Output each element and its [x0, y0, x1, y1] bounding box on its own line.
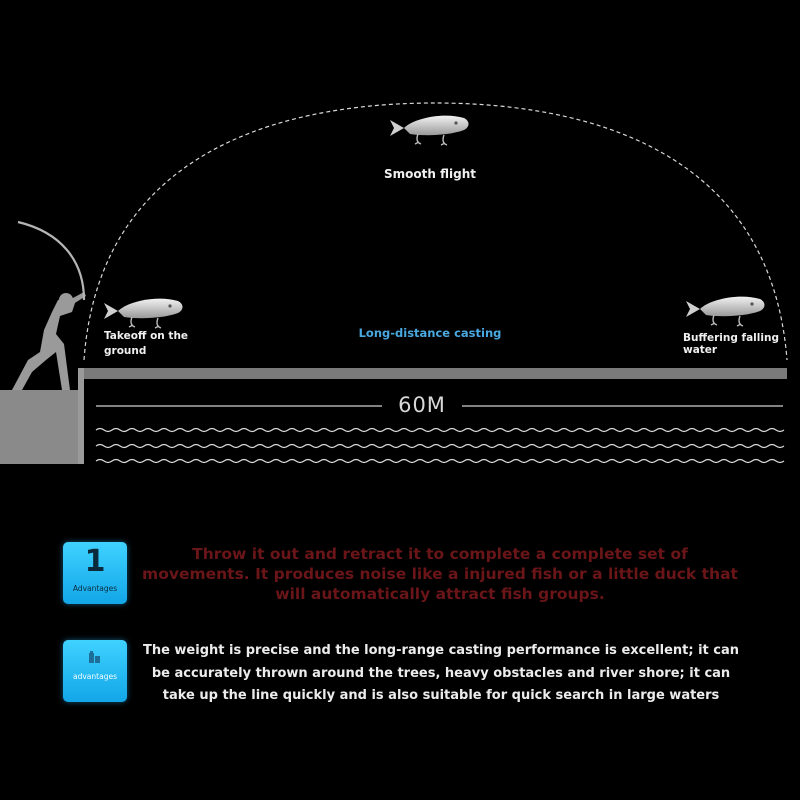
label-takeoff: Takeoff on the ground	[104, 330, 189, 357]
water-surface-bar	[84, 368, 787, 379]
badge-mark-icon	[87, 651, 103, 665]
water-waves	[96, 429, 784, 463]
label-smooth-flight: Smooth flight	[384, 167, 476, 181]
lure-icon	[686, 297, 765, 326]
fisherman-silhouette	[12, 292, 86, 390]
badge-word: advantages	[73, 672, 117, 681]
advantage-text-2: The weight is precise and the long-range casting performance is excellent; it can be accurately thrown around the trees, heavy obstacles and river shore; it can take up the line quickly and is also suitable for quick search in large waters	[142, 643, 740, 703]
shore-edge	[78, 368, 84, 464]
lure-icon	[104, 299, 183, 328]
advantage-badge-1	[63, 542, 127, 604]
advantage-text-1: Throw it out and retract it to complete a complete set of movements. It produces noise like a injured fish or a little duck that will automatically attract fish groups.	[142, 545, 738, 603]
fishing-rod	[18, 222, 84, 300]
label-buffering: Buffering falling water	[683, 332, 779, 356]
ground-platform	[0, 390, 84, 464]
distance-label: 60M	[398, 393, 446, 417]
lure-icon	[390, 116, 469, 145]
casting-arc	[84, 103, 787, 360]
label-long-distance: Long-distance casting	[358, 326, 502, 340]
advantage-badge-2	[63, 640, 127, 702]
badge-word: Advantages	[72, 584, 118, 593]
badge-number: 1	[84, 544, 106, 579]
